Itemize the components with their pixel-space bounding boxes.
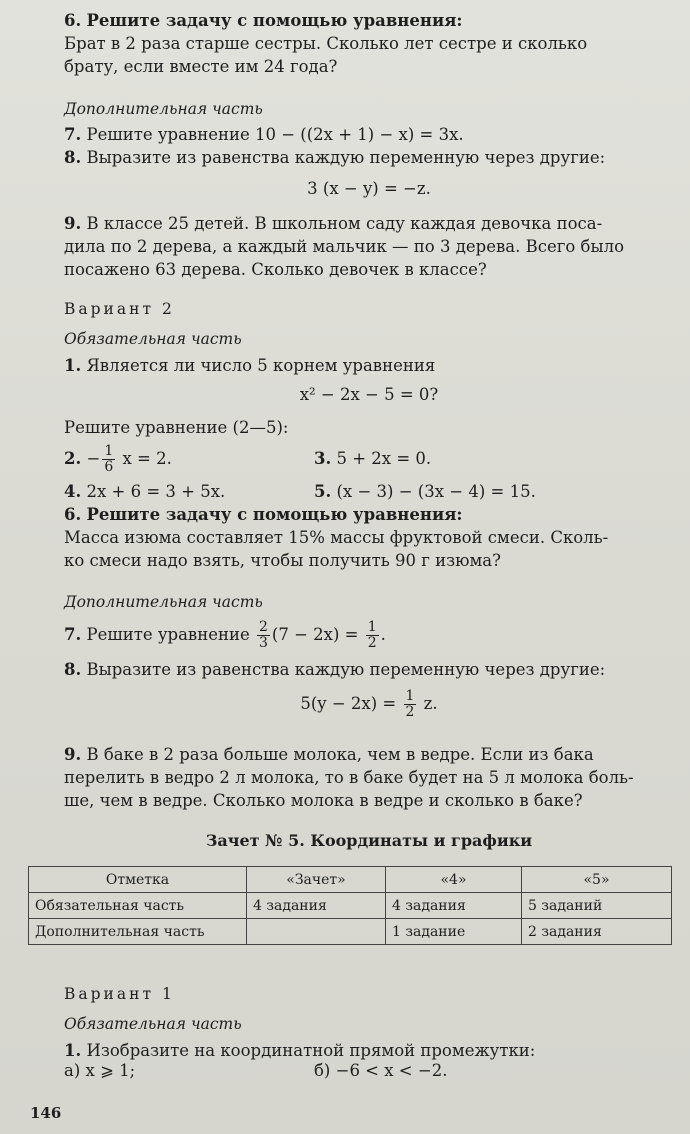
task-6-text-1: Брат в 2 раза старше сестры. Сколько лет сестре и сколько xyxy=(64,34,588,53)
task-6: 6. Решите задачу с помощью уравнения: xyxy=(64,11,463,30)
v2-task-6: 6. Решите задачу с помощью уравнения: xyxy=(64,505,463,524)
table-header-row xyxy=(29,867,672,893)
task-8: 8. Выразите из равенства каждую переменную через другие: xyxy=(64,148,606,167)
table-cell: 5 заданий xyxy=(522,893,672,919)
v2-task-1-equation: x² − 2x − 5 = 0? xyxy=(299,385,439,404)
page-number: 146 xyxy=(30,1104,62,1122)
task-8-equation: 3 (x − y) = −z. xyxy=(307,179,431,198)
v2-task-6-text-1: Масса изюма составляет 15% массы фруктовой смеси. Сколь- xyxy=(64,528,609,547)
grading-table xyxy=(28,866,672,945)
v2-task-8: 8. Выразите из равенства каждую переменную через другие: xyxy=(64,660,606,679)
fraction-two-thirds: $\frac{2}{3}$ xyxy=(259,619,268,651)
v2-extra-part-heading: Дополнительная часть xyxy=(64,593,263,611)
v2-task-9: 9. В баке в 2 раза больше молока, чем в ведре. Если из бака xyxy=(64,745,594,764)
v2-task-9-text-2: перелить в ведро 2 л молока, то в баке будет на 5 л молока боль- xyxy=(64,768,634,787)
task-9-text-2: дила по 2 дерева, а каждый мальчик — по 3 дерева. Всего было xyxy=(64,237,625,256)
table-cell: «Зачет» xyxy=(247,867,386,893)
table-cell: 2 задания xyxy=(522,919,672,945)
table-cell: «4» xyxy=(386,867,522,893)
v2-task-1: 1. Является ли число 5 корнем уравнения xyxy=(64,356,436,375)
table-cell: Дополнительная часть xyxy=(29,919,247,945)
table-row xyxy=(29,893,672,919)
fraction-one-half-z: $\frac{1}{2}$ xyxy=(405,688,415,720)
fraction-one-half: $\frac{1}{2}$ xyxy=(367,619,377,651)
table-cell xyxy=(247,919,386,945)
fraction-one-sixth: $\frac{1}{6}$ xyxy=(104,443,114,475)
table-cell: Обязательная часть xyxy=(29,893,247,919)
table-cell: 1 задание xyxy=(386,919,522,945)
task-6-text-2: брату, если вместе им 24 года? xyxy=(64,57,338,76)
v2-task-4-5-row: 4. 2x + 6 = 3 + 5x. 5. (x − 3) − (3x − 4) = 15. xyxy=(64,482,536,501)
table-cell: «5» xyxy=(522,867,672,893)
v2-task-9-text-3: ше, чем в ведре. Сколько молока в ведре и сколько в баке? xyxy=(64,791,583,810)
variant-2-heading: Вариант 2 xyxy=(64,300,175,318)
task-9-text-3: посажено 63 дерева. Сколько девочек в классе? xyxy=(64,260,487,279)
task-7: 7. Решите уравнение 10 − ((2x + 1) − x) = 3x. xyxy=(64,125,464,144)
v2-task-7: 7. Решите уравнение $\frac{2}{3}$ (7 − 2x) = $\frac{1}{2}$ . xyxy=(64,619,386,651)
v2-task-8-equation: 5(y − 2x) = $\frac{1}{2}$ z. xyxy=(300,688,438,720)
test-5-variant-1-heading: Вариант 1 xyxy=(64,985,175,1003)
test-5-mandatory-heading: Обязательная часть xyxy=(64,1015,242,1033)
test-5-task-1: 1. Изобразите на координатной прямой промежутки: xyxy=(64,1041,536,1060)
test-5-task-1-items: а) x ⩾ 1; б) −6 < x < −2. xyxy=(64,1061,448,1080)
extra-part-heading: Дополнительная часть xyxy=(64,100,263,118)
table-cell: 4 задания xyxy=(247,893,386,919)
v2-task-6-text-2: ко смеси надо взять, чтобы получить 90 г изюма? xyxy=(64,551,501,570)
v2-task-2-3-row: 2. − $\frac{1}{6}$ x = 2. 3. 5 + 2x = 0. xyxy=(64,443,432,475)
task-9: 9. В классе 25 детей. В школьном саду каждая девочка поса- xyxy=(64,214,603,233)
solve-heading: Решите уравнение (2—5): xyxy=(64,418,289,437)
v2-task-5: 5. (x − 3) − (3x − 4) = 15. xyxy=(314,482,536,501)
table-cell: 4 задания xyxy=(386,893,522,919)
mandatory-part-heading: Обязательная часть xyxy=(64,330,242,348)
table-row xyxy=(29,919,672,945)
v2-task-3: 3. 5 + 2x = 0. xyxy=(314,449,432,468)
table-cell: Отметка xyxy=(29,867,247,893)
test-5-title: Зачет № 5. Координаты и графики xyxy=(205,831,533,850)
